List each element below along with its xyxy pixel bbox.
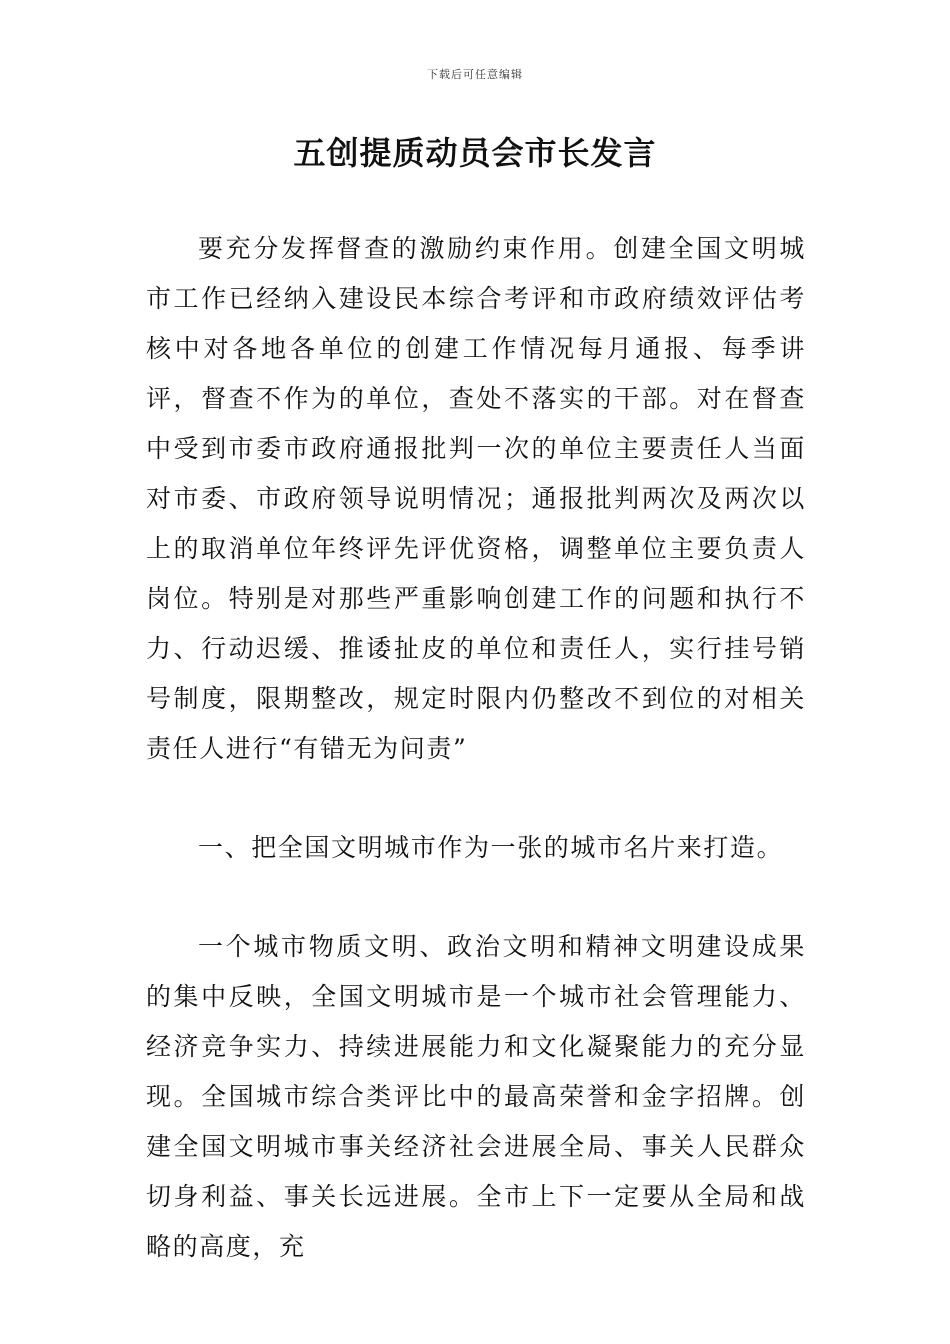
- section-heading-1: 一、把全国文明城市作为一张的城市名片来打造。: [198, 833, 784, 862]
- header-note: 下载后可任意编辑: [427, 68, 523, 81]
- document-title: 五创提质动员会市长发言: [293, 134, 657, 172]
- paragraph-supervision: 要充分发挥督查的激励约束作用。创建全国文明城市工作已经纳入建设民本综合考评和市政府绩效评估考核中对各地各单位的创建工作情况每月通报、每季讲评，督查不作为的单位，查处不落实的干部。对在督查中受到市委市政府通报批判一次的单位主要责任人当面对市委、市政府领导说明情况；通报批判两次及两次以上的取消单位年终评先评优资格，调整单位主要负责人岗位。特别是对那些严重影响创建工作的问题和执行不力、行动迟缓、推诿扯皮的单位和责任人，实行挂号销号制度，限期整改，规定时限内仍整改不到位的对相关责任人进行“有错无为问责”: [146, 234, 806, 763]
- paragraph-civilized-city: 一个城市物质文明、政治文明和精神文明建设成果的集中反映，全国文明城市是一个城市社会管理能力、经济竞争实力、持续进展能力和文化凝聚能力的充分显现。全国城市综合类评比中的最高荣誉和金字招牌。创建全国文明城市事关经济社会进展全局、事关人民群众切身利益、事关长远进展。全市上下一定要从全局和战略的高度，充: [146, 932, 806, 1261]
